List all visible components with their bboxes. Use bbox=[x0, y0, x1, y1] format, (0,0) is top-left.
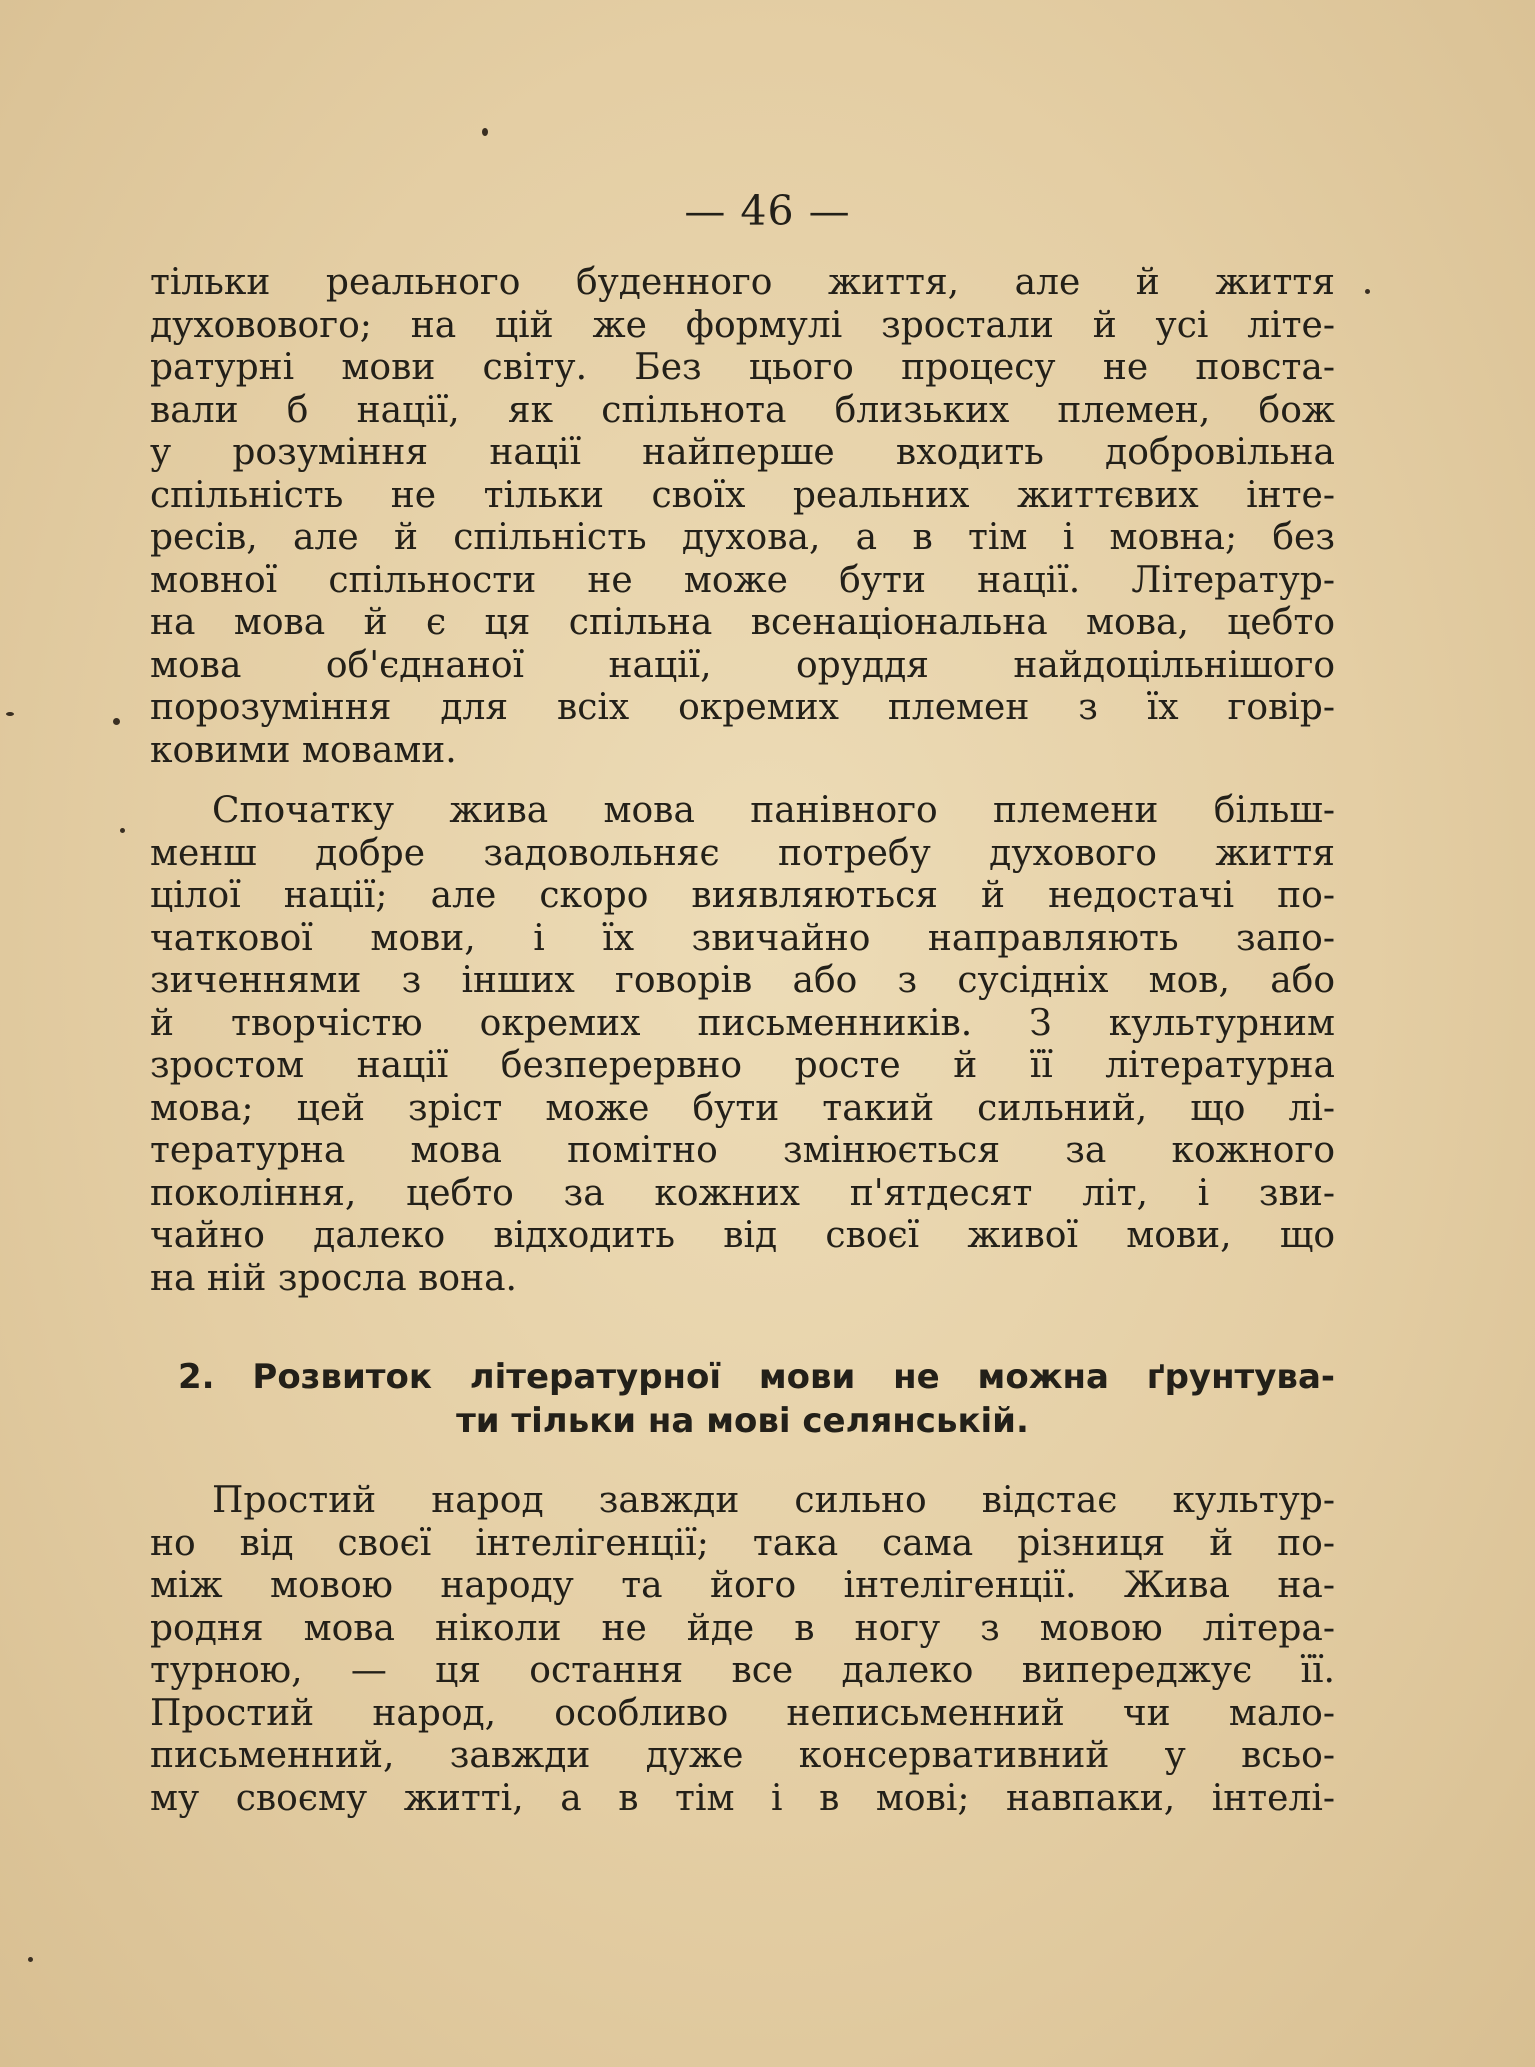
text-line: Простий народ, особливо неписьменний чи мало- bbox=[150, 1692, 1335, 1734]
text-line: ковими мовами. bbox=[150, 729, 457, 771]
text-line: зростом нації безперервно росте й її літературна bbox=[150, 1045, 1335, 1086]
paper-speck bbox=[120, 828, 125, 833]
paper-speck bbox=[28, 1957, 33, 1962]
section-heading bbox=[150, 1355, 1335, 1443]
page-number: — 46 — bbox=[684, 187, 851, 235]
text-line: духовового; на цій же формулі зростали й усі літе- bbox=[150, 304, 1335, 346]
text-line: зиченнями з інших говорів або з сусідніх мов, або bbox=[150, 960, 1335, 1001]
text-line: вали б нації, як спільнота близьких племен, бож bbox=[150, 389, 1335, 431]
text-line: мовної спільности не може бути нації. Літератур- bbox=[150, 559, 1335, 601]
text-line: Спочатку жива мова панівного племени більш- bbox=[212, 790, 1335, 831]
text-line: родня мова ніколи не йде в ногу з мовою літера- bbox=[150, 1607, 1335, 1649]
paper-speck bbox=[482, 128, 488, 136]
text-line: чаткової мови, і їх звичайно направляють запо- bbox=[150, 917, 1335, 959]
text-line: на ній зросла вона. bbox=[150, 1257, 517, 1299]
paper-speck bbox=[113, 718, 120, 725]
paper-speck bbox=[1365, 289, 1370, 294]
text-line: у розуміння нації найперше входить добровільна bbox=[150, 432, 1335, 473]
paper-speck bbox=[6, 712, 14, 716]
text-line: чайно далеко відходить від своєї живої мови, що bbox=[150, 1215, 1335, 1256]
text-line: мова; цей зріст може бути такий сильний, що лі- bbox=[150, 1087, 1335, 1129]
text-line: й творчістю окремих письменників. З культурним bbox=[150, 1002, 1335, 1044]
text-line: ратурні мови світу. Без цього процесу не повста- bbox=[150, 347, 1335, 388]
text-line: му своєму житті, а в тім і в мові; навпаки, інтелі- bbox=[150, 1777, 1335, 1819]
text-line: тільки реального буденного життя, але й життя bbox=[150, 262, 1335, 303]
text-line: менш добре задовольняє потребу духового життя bbox=[150, 832, 1335, 874]
text-line: ресів, але й спільність духова, а в тім і мовна; без bbox=[150, 517, 1335, 558]
text-line: мова об'єднаної нації, оруддя найдоцільнішого bbox=[150, 644, 1335, 686]
text-line: цілої нації; але скоро виявляються й недостачі по- bbox=[150, 875, 1335, 916]
section-heading-line: ти тільки на мові селянській. bbox=[456, 1401, 1029, 1441]
text-line: турною, — ця остання все далеко випереджує її. bbox=[150, 1650, 1335, 1691]
paragraph-1 bbox=[150, 262, 1335, 772]
text-line: письменний, завжди дуже консервативний у всьо- bbox=[150, 1735, 1335, 1776]
section-heading-line: 2. Розвиток літературної мови не можна ґрунтува- bbox=[178, 1357, 1335, 1397]
paragraph-3 bbox=[150, 1480, 1335, 1820]
text-line: но від своєї інтелігенції; така сама різниця й по- bbox=[150, 1522, 1335, 1564]
text-line: Простий народ завжди сильно відстає культур- bbox=[212, 1480, 1335, 1521]
text-line: між мовою народу та його інтелігенції. Жива на- bbox=[150, 1565, 1335, 1606]
text-line: спільність не тільки своїх реальних життєвих інте- bbox=[150, 474, 1335, 516]
text-line: тературна мова помітно змінюється за кожного bbox=[150, 1130, 1335, 1171]
text-line: покоління, цебто за кожних п'ятдесят літ, і зви- bbox=[150, 1172, 1335, 1214]
text-line: на мова й є ця спільна всенаціональна мова, цебто bbox=[150, 602, 1335, 643]
paragraph-2 bbox=[150, 790, 1335, 1300]
text-line: порозуміння для всіх окремих племен з їх говір- bbox=[150, 687, 1335, 728]
